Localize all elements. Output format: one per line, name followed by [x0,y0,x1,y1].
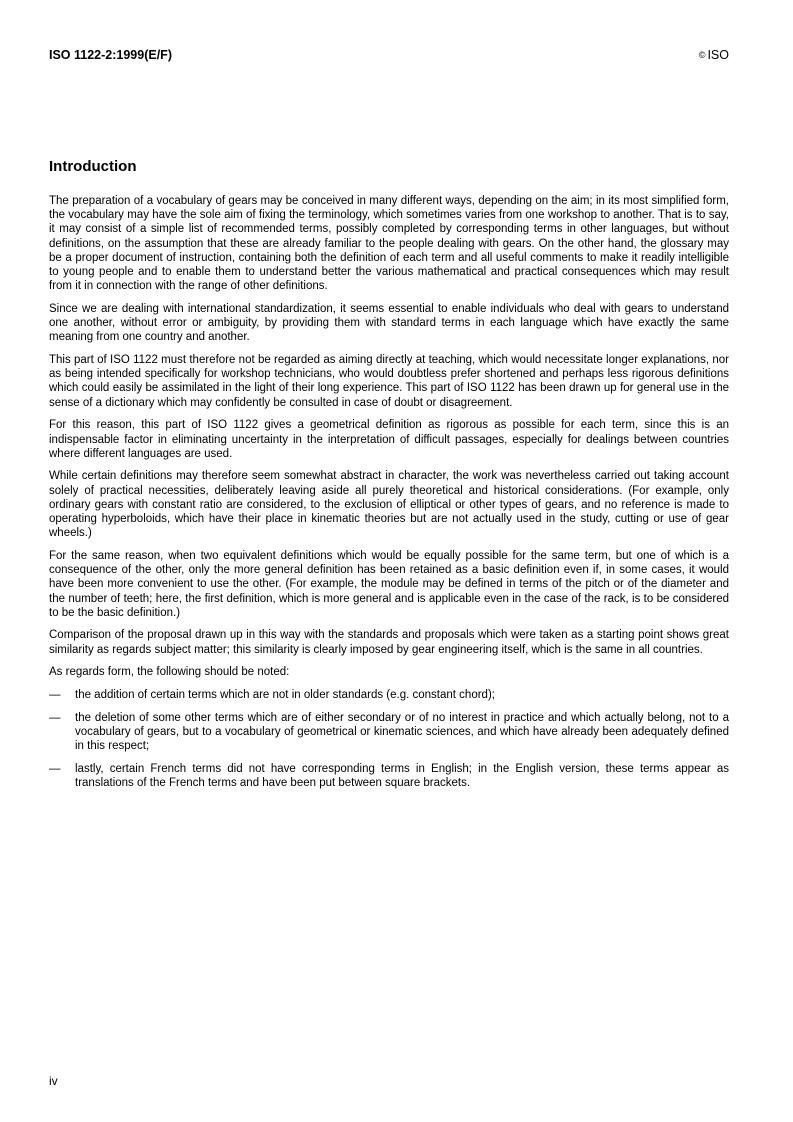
list-item [49,762,729,790]
list-item-text: the addition of certain terms which are not in older standards (e.g. constant chord); [75,689,495,702]
paragraph: For the same reason, when two equivalent definitions which would be equally possible for the same term, but one of which is a consequence of the other, only the more general definition has been retained as a basic definition even if, in some cases, it would have been more convenient to use the other. (For example, the module may be defined in terms of the pitch or of the diameter and the number of teeth; here, the first definition, which is more general and is applicable even in the case of the rack, is to be considered to be the basic definition.) [49,549,729,619]
list-dash: — [49,762,61,775]
paragraph: For this reason, this part of ISO 1122 gives a geometrical definition as rigorous as possible for each term, since this is an indispensable factor in eliminating uncertainty in the interpretation of difficult passages, especially for dealings between countries where different languages are used. [49,419,729,460]
copyright-symbol: © [698,50,706,60]
document-body [49,194,729,799]
document-reference: ISO 1122-2:1999(E/F) [49,48,172,62]
section-title: Introduction [49,158,137,175]
copyright-notice [699,48,729,62]
list-item-text: lastly, certain French terms did not have corresponding terms in English; in the English version, these terms appear as translations of the French terms and have been put between square brackets. [75,762,729,790]
list-item [49,711,729,754]
paragraph: Since we are dealing with international standardization, it seems essential to enable individuals who deal with gears to understand one another, without error or ambiguity, by providing them with standard terms in each language which have exactly the same meaning from one country and another. [49,302,729,344]
page-number: iv [49,1074,58,1088]
list-dash: — [49,711,61,724]
list-dash: — [49,689,61,702]
list-item-text: the deletion of some other terms which are of either secondary or of no interest in practice and which actually belong, not to a vocabulary of gears, but to a vocabulary of geometrical or kinematic sciences, and which have already been adequately defined in this respect; [75,711,729,753]
paragraph: As regards form, the following should be noted: [49,666,290,679]
copyright-holder: ISO [707,48,729,62]
paragraph: This part of ISO 1122 must therefore not be regarded as aiming directly at teaching, which would necessitate longer explanations, nor as being intended specifically for workshop technicians, who would doubtless prefer shortened and perhaps less rigorous definitions which could easily be assimilated in the light of their long experience. This part of ISO 1122 has been drawn up for general use in the sense of a dictionary which may confidently be consulted in case of doubt or disagreement. [49,354,729,409]
paragraph: Comparison of the proposal drawn up in this way with the standards and proposals which were taken as a starting point shows great similarity as regards subject matter; this similarity is clearly imposed by gear engineering itself, which is the same in all countries. [49,629,729,656]
paragraph: While certain definitions may therefore seem somewhat abstract in character, the work was nevertheless carried out taking account solely of practical necessities, deliberately leaving aside all purely theoretical and historical considerations. (For example, only ordinary gears with constant ratio are considered, to the exclusion of elliptical or other types of gears, and no reference is made to operating hyperboloids, which have their place in kinematic theories but are not actually used in the study, cutting or use of gear wheels.) [49,470,729,540]
paragraph: The preparation of a vocabulary of gears may be conceived in many different ways, depending on the aim; in its most simplified form, the vocabulary may have the sole aim of fixing the terminology, which sometimes varies from one workshop to another. That is to say, it may consist of a simple list of recommended terms, possibly completed by corresponding terms in other languages, but without definitions, on the assumption that these are already familiar to the people dealing with gears. On the other hand, the glossary may be a proper document of instruction, containing both the definition of each term and all useful comments to make it readily intelligible to young people and to enable them to understand better the various mathematical and practical consequences which may result from it in connection with the range of other definitions. [49,195,729,293]
notes-list [49,688,729,790]
list-item [49,688,729,702]
